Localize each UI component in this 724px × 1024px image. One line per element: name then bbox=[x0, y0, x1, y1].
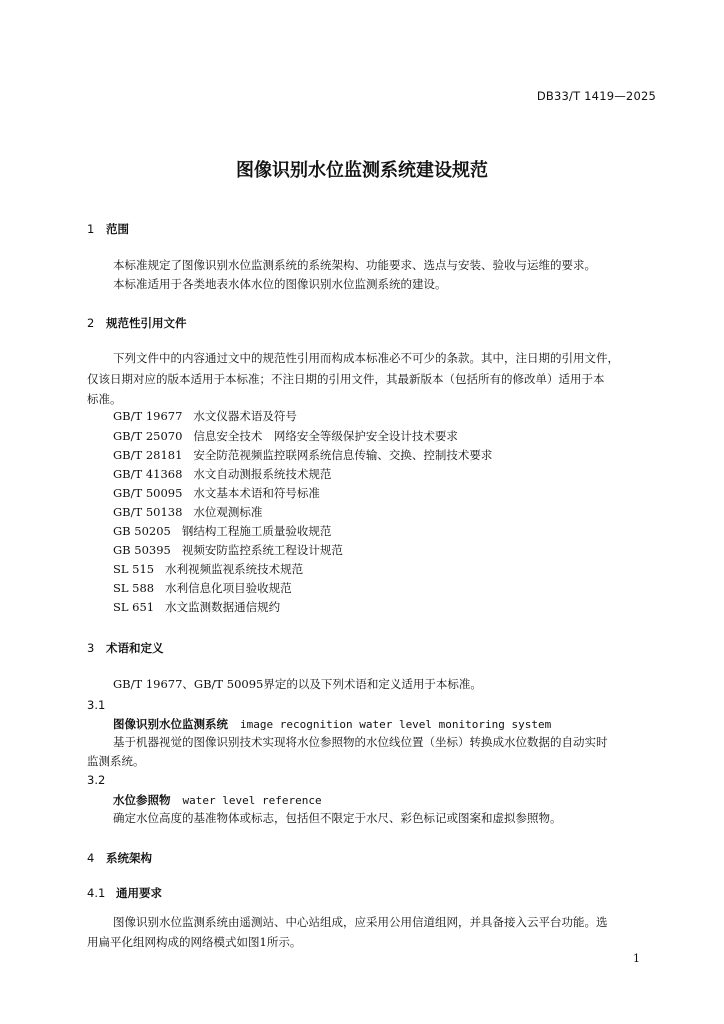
reference-code: SL 651 bbox=[113, 600, 155, 614]
reference-title: 水文仪器术语及符号 bbox=[193, 409, 297, 423]
section-number: 1 bbox=[87, 222, 95, 236]
reference-code: GB 50395 bbox=[113, 543, 171, 557]
section-title: 范围 bbox=[106, 222, 129, 236]
section-number: 4 bbox=[87, 851, 95, 865]
term-definition-line: 基于机器视觉的图像识别技术实现将水位参照物的水位线位置（坐标）转换成水位数据的自动实时 bbox=[113, 735, 608, 749]
section-4-heading bbox=[87, 850, 152, 866]
document-title: 图像识别水位监测系统建设规范 bbox=[236, 160, 488, 181]
subsection-number: 4.1 bbox=[87, 886, 106, 900]
section-number: 2 bbox=[87, 316, 95, 330]
subsection-4-1-heading bbox=[87, 885, 162, 901]
reference-code: GB/T 25070 bbox=[113, 429, 183, 443]
section-number: 3 bbox=[87, 641, 95, 655]
reference-title: 水利信息化项目验收规范 bbox=[165, 581, 292, 595]
section-1-paragraph: 本标准规定了图像识别水位监测系统的系统架构、功能要求、选点与安装、验收与运维的要求。 bbox=[113, 258, 596, 272]
reference-code: GB/T 19677 bbox=[113, 409, 183, 423]
clause-number: 3.1 bbox=[87, 698, 106, 712]
reference-code: GB 50205 bbox=[113, 524, 171, 538]
term-english: image recognition water level monitoring system bbox=[240, 718, 552, 731]
reference-code: GB/T 28181 bbox=[113, 448, 183, 462]
reference-title: 水文自动测报系统技术规范 bbox=[193, 467, 332, 481]
subsection-4-1-line: 用扁平化组网构成的网络模式如图1所示。 bbox=[87, 935, 302, 949]
section-title: 系统架构 bbox=[106, 851, 152, 865]
reference-item bbox=[113, 523, 331, 539]
reference-item bbox=[113, 447, 492, 463]
reference-item bbox=[113, 542, 343, 558]
term-entry bbox=[113, 792, 322, 808]
section-3-intro: GB/T 19677、GB/T 50095界定的以及下列术语和定义适用于本标准。 bbox=[113, 677, 482, 691]
reference-item bbox=[113, 599, 280, 615]
subsection-title: 通用要求 bbox=[116, 886, 162, 900]
reference-title: 视频安防监控系统工程设计规范 bbox=[181, 543, 343, 557]
reference-title: 信息安全技术 网络安全等级保护安全设计技术要求 bbox=[193, 429, 458, 443]
reference-title: 水文基本术语和符号标准 bbox=[193, 486, 320, 500]
reference-item bbox=[113, 428, 458, 444]
section-3-heading bbox=[87, 640, 164, 656]
reference-title: 安全防范视频监控联网系统信息传输、交换、控制技术要求 bbox=[193, 448, 493, 462]
term-definition-line: 确定水位高度的基准物体或标志，包括但不限定于水尺、彩色标记或图案和虚拟参照物。 bbox=[113, 811, 562, 825]
term-entry bbox=[113, 716, 551, 732]
standard-number: DB33/T 1419—2025 bbox=[536, 89, 656, 103]
section-title: 术语和定义 bbox=[106, 641, 164, 655]
term-english: water level reference bbox=[182, 794, 322, 807]
reference-item bbox=[113, 504, 262, 520]
term-definition-line: 监测系统。 bbox=[87, 754, 145, 768]
reference-title: 水位观测标准 bbox=[193, 505, 263, 519]
section-2-intro-line: 下列文件中的内容通过文中的规范性引用而构成本标准必不可少的条款。其中，注日期的引用文件， bbox=[113, 351, 619, 365]
reference-title: 钢结构工程施工质量验收规范 bbox=[181, 524, 332, 538]
reference-item bbox=[113, 408, 297, 424]
reference-title: 水文监测数据通信规约 bbox=[165, 600, 281, 614]
section-2-intro-line: 标准。 bbox=[87, 392, 122, 406]
reference-code: GB/T 50138 bbox=[113, 505, 183, 519]
section-1-heading bbox=[87, 221, 129, 237]
term-chinese: 水位参照物 bbox=[113, 793, 171, 807]
page-number: 1 bbox=[633, 952, 640, 965]
section-1-paragraph: 本标准适用于各类地表水体水位的图像识别水位监测系统的建设。 bbox=[113, 277, 447, 291]
reference-item bbox=[113, 466, 331, 482]
reference-item bbox=[113, 580, 292, 596]
term-chinese: 图像识别水位监测系统 bbox=[113, 717, 228, 731]
clause-number: 3.2 bbox=[87, 773, 106, 787]
section-2-heading bbox=[87, 315, 187, 331]
reference-code: GB/T 50095 bbox=[113, 486, 183, 500]
reference-code: GB/T 41368 bbox=[113, 467, 183, 481]
section-2-intro-line: 仅该日期对应的版本适用于本标准；不注日期的引用文件，其最新版本（包括所有的修改单）适用于本 bbox=[87, 372, 605, 386]
subsection-4-1-line: 图像识别水位监测系统由遥测站、中心站组成，应采用公用信道组网，并具备接入云平台功能。选 bbox=[113, 915, 608, 929]
reference-code: SL 515 bbox=[113, 562, 155, 576]
reference-code: SL 588 bbox=[113, 581, 155, 595]
reference-title: 水利视频监视系统技术规范 bbox=[165, 562, 304, 576]
reference-item bbox=[113, 485, 320, 501]
section-title: 规范性引用文件 bbox=[106, 316, 187, 330]
reference-item bbox=[113, 561, 303, 577]
